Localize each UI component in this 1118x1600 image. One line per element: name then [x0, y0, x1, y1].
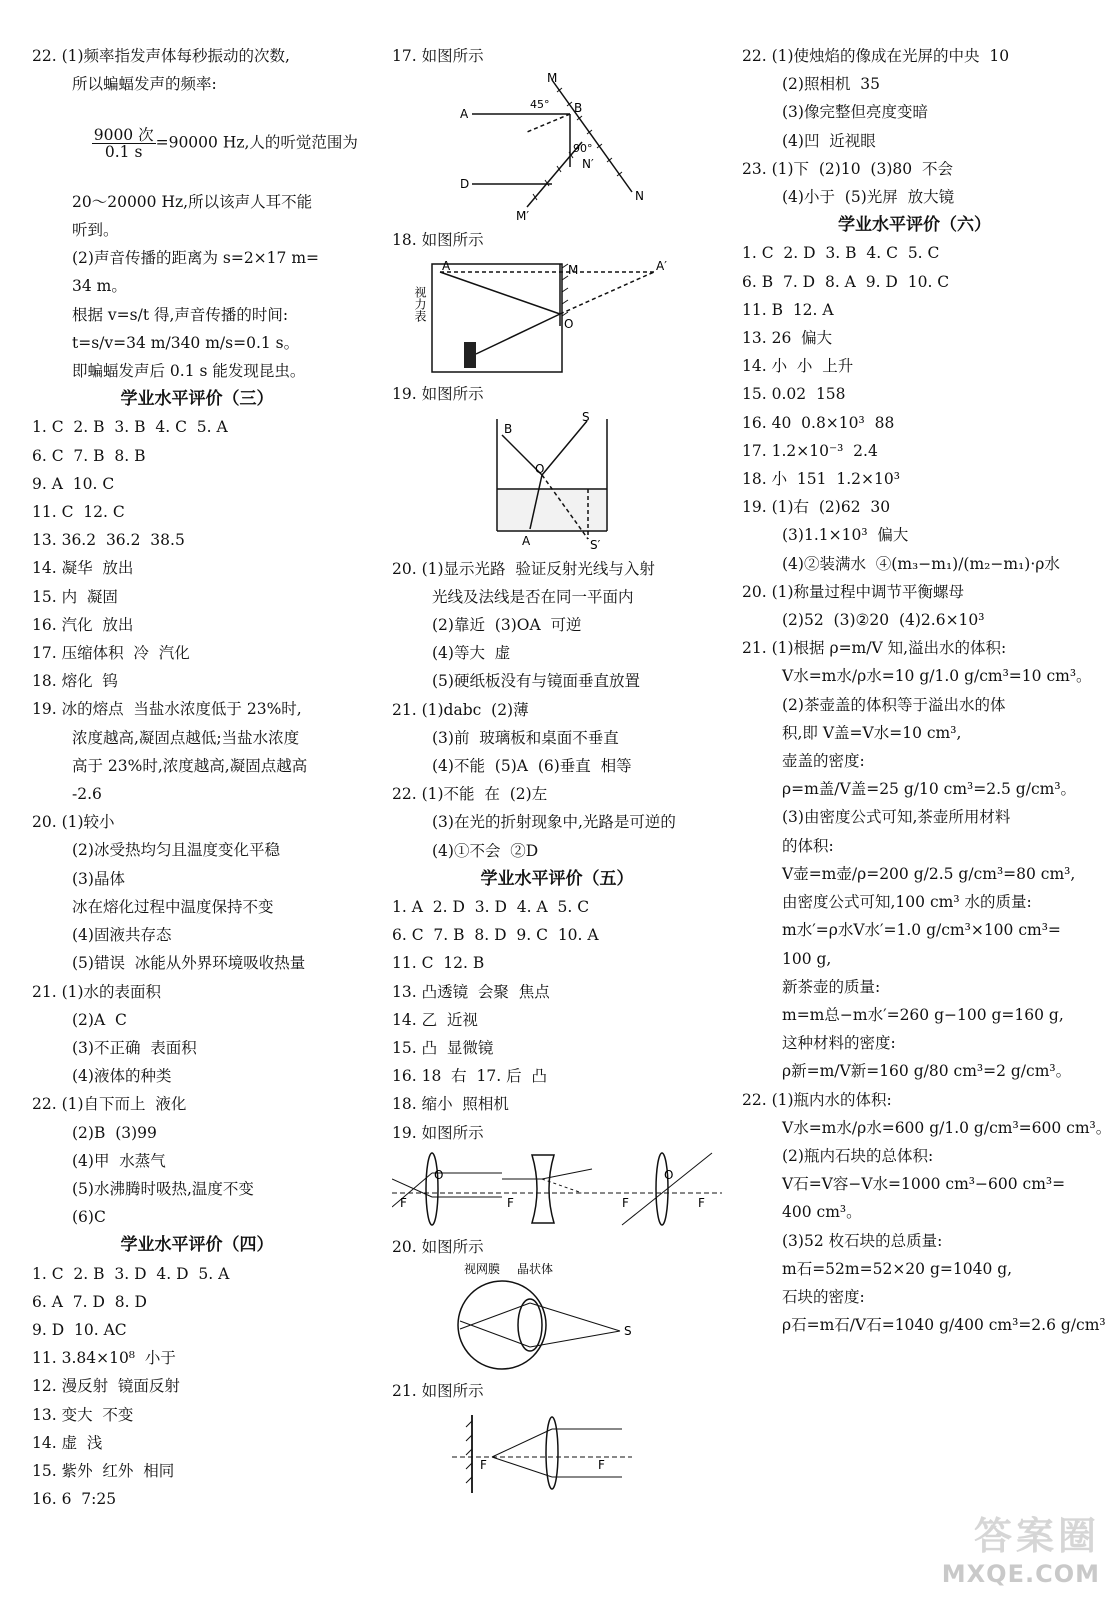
section-title-5: 学业水平评价（五）	[480, 868, 634, 889]
answer-22-continuation	[392, 808, 722, 864]
answer-line: (3)前 玻璃板和桌面不垂直	[432, 728, 619, 747]
label-retina: 视网膜	[464, 1263, 501, 1277]
person-icon	[464, 342, 476, 368]
answer-line: (3)像完整但亮度变暗	[782, 103, 928, 122]
label-45deg: 45°	[530, 98, 550, 112]
figure-5-21-mirror-lens	[392, 1407, 712, 1497]
answer-line: (2)茶壶盖的体积等于溢出水的体	[782, 695, 1006, 714]
answer-line: (4)凹 近视眼	[782, 131, 876, 150]
label-S: S	[624, 1324, 632, 1339]
answer-line: ρ=m盖/V盖=25 g/10 cm³=2.5 g/cm³。	[782, 780, 1077, 799]
answer-line: 13. 36.2 36.2 38.5	[32, 531, 185, 550]
answer-line: 15. 凸 显微镜	[392, 1039, 494, 1058]
answer-21: 21. (1)水的表面积	[32, 982, 162, 1001]
answer-22: 22. (1)自下而上 液化	[32, 1095, 187, 1114]
answer-line: 6. A 7. D 8. D	[32, 1292, 147, 1311]
answer-line: 积,即 V盖=V水=10 cm³,	[782, 723, 962, 742]
fraction: $\frac{\text{9000 次}}{0.1 s}$	[93, 125, 154, 161]
answer-line: (2)瓶内石块的总体积:	[782, 1146, 934, 1165]
answer-19-continuation	[742, 521, 1087, 577]
answer-line: 100 g,	[782, 949, 832, 968]
answer-line: 12. 漫反射 镜面反射	[32, 1377, 180, 1396]
answer-line: 由密度公式可知,100 cm³ 水的质量:	[782, 893, 1032, 912]
answer-line: (3)不正确 表面积	[72, 1038, 197, 1057]
q22-line: 即蝙蝠发声后 0.1 s 能发现昆虫。	[72, 362, 306, 381]
answer-line: m水′=ρ水V水′=1.0 g/cm³×100 cm³=	[782, 921, 1061, 940]
answer-19-continuation	[32, 724, 362, 809]
answer-line: 11. C 12. C	[32, 503, 125, 522]
answer-line: 23. (1)下 (2)10 (3)80 不会	[742, 159, 953, 178]
answer-line: 17. 1.2×10⁻³ 2.4	[742, 441, 878, 460]
label-N-prime: N′	[582, 157, 594, 172]
answer-line: V石=V容−V水=1000 cm³−600 cm³=	[782, 1175, 1066, 1194]
figure-18-eye-chart	[392, 256, 712, 376]
answers-22-23	[742, 42, 1087, 211]
answer-line: (4)小于 (5)光屏 放大镜	[782, 188, 955, 207]
q22-line: 20～20000 Hz,所以该声人耳不能	[72, 192, 313, 211]
answer-line: (3)晶体	[72, 869, 125, 888]
answer-line: 14. 虚 浅	[32, 1433, 103, 1452]
answer-line: (4)甲 水蒸气	[72, 1151, 166, 1170]
answer-line: m=m总−m水′=260 g−100 g=160 g,	[782, 1005, 1064, 1024]
answer-line: (5)错误 冰能从外界环境吸收热量	[72, 954, 306, 973]
answer-20: 20. (1)较小	[32, 813, 115, 832]
section-title-4: 学业水平评价（四）	[120, 1235, 274, 1256]
label-O: O	[564, 317, 574, 332]
column-left	[32, 42, 362, 1513]
answer-line: (2)冰受热均匀且温度变化平稳	[72, 841, 280, 860]
label-N: N	[635, 189, 644, 204]
answer-line: (3)1.1×10³ 偏大	[782, 526, 909, 545]
label-M-prime: M′	[516, 209, 530, 223]
answer-line: 16. 40 0.8×10³ 88	[742, 413, 895, 432]
label-O: O	[535, 461, 545, 476]
answer-line: 16. 汽化 放出	[32, 615, 134, 634]
answer-line: (5)硬纸板没有与镜面垂直放置	[432, 672, 640, 691]
figure-17-reflection	[392, 72, 712, 222]
q18-label: 18. 如图所示	[392, 231, 484, 250]
label-F: F	[400, 1195, 407, 1210]
answer-22-continuation	[32, 1119, 362, 1232]
answer-line: (2)靠近 (3)OA 可逆	[432, 616, 582, 635]
answer-line: 新茶壶的质量:	[782, 977, 881, 996]
label-M: M	[547, 72, 558, 86]
answer-21-continuation	[392, 724, 722, 780]
answer-line: V壶=m壶/ρ=200 g/2.5 g/cm³=80 cm³,	[782, 864, 1076, 883]
answer-21-continuation	[32, 1006, 362, 1091]
answer-22: 22. (1)不能 在 (2)左	[392, 785, 548, 804]
answer-20-continuation	[392, 583, 722, 696]
q22-line: 根据 v=s/t 得,声音传播的时间:	[72, 305, 289, 324]
answer-list-3	[32, 413, 362, 723]
q22-line: (2)声音传播的距离为 s=2×17 m=	[72, 249, 320, 268]
answer-line: 14. 乙 近视	[392, 1010, 478, 1029]
answer-line: (4)等大 虚	[432, 644, 511, 663]
answer-line: 壶盖的密度:	[782, 752, 865, 771]
label-F: F	[507, 1195, 514, 1210]
label-F: F	[622, 1195, 629, 1210]
answer-line: m石=52m=52×20 g=1040 g,	[782, 1259, 1013, 1278]
column-middle	[392, 42, 722, 1501]
answer-line: 冰在熔化过程中温度保持不变	[72, 897, 274, 916]
answer-list-4	[32, 1260, 362, 1514]
answer-line: 6. B 7. D 8. A 9. D 10. C	[742, 272, 950, 291]
answer-line: 19. 如图所示	[392, 1123, 484, 1142]
answer-20-continuation	[32, 836, 362, 977]
answer-list-5	[392, 893, 722, 1147]
answer-line: (2)B (3)99	[72, 1123, 157, 1142]
answer-line: 22. (1)使烛焰的像成在光屏的中央 10	[742, 47, 1010, 65]
figure-5-19-lenses	[392, 1149, 722, 1229]
answer-line: V水=m水/ρ水=600 g/1.0 g/cm³=600 cm³。	[782, 1118, 1112, 1137]
answer-line: 14. 凝华 放出	[32, 559, 134, 578]
answer-22-continuation	[742, 1114, 1112, 1340]
answer-line: (4)①不会 ②D	[432, 841, 539, 860]
answer-line: V水=m水/ρ水=10 g/1.0 g/cm³=10 cm³。	[782, 667, 1092, 686]
watermark-logo: 答案圈 MXQE.COM	[941, 1514, 1100, 1588]
answer-line: 19. (1)右 (2)62 30	[742, 498, 891, 517]
answer-line: 13. 变大 不变	[32, 1405, 134, 1424]
answer-line: 11. 3.84×10⁸ 小于	[32, 1349, 176, 1368]
answer-line: 13. 凸透镜 会聚 焦点	[392, 982, 550, 1001]
label-D: D	[460, 177, 470, 192]
answer-line: 17. 压缩体积 冷 汽化	[32, 644, 190, 663]
section-title-6: 学业水平评价（六）	[838, 215, 991, 236]
answer-line: 11. B 12. A	[742, 300, 834, 319]
answer-20-continuation	[742, 606, 1087, 634]
q20b-label: 20. 如图所示	[392, 1237, 484, 1256]
answer-line: 1. A 2. D 3. D 4. A 5. C	[392, 898, 590, 917]
answer-22: 22. (1)瓶内水的体积:	[742, 1090, 892, 1109]
answer-line: -2.6	[72, 785, 102, 804]
label-90deg: 90°	[573, 142, 593, 156]
label-B: B	[504, 421, 513, 436]
section-title-3: 学业水平评价（三）	[120, 389, 274, 410]
answer-line: (4)②装满水 ④(m₃−m₁)/(m₂−m₁)·ρ水	[782, 554, 1060, 573]
figure-5-20-eye	[392, 1263, 712, 1373]
answer-line: 6. C 7. B 8. D 9. C 10. A	[392, 926, 599, 945]
answer-line: (4)液体的种类	[72, 1067, 172, 1086]
label-A-prime: A′	[656, 259, 667, 274]
answer-list-6	[742, 239, 1087, 521]
column-right	[742, 42, 1112, 1339]
answer-line: ρ新=m/V新=160 g/80 cm³=2 g/cm³。	[782, 1062, 1072, 1081]
answer-line: ρ石=m石/V石=1040 g/400 cm³=2.6 g/cm³	[782, 1316, 1106, 1335]
label-B: B	[574, 101, 583, 116]
q17-label: 17. 如图所示	[392, 47, 484, 65]
answer-line: 15. 内 凝固	[32, 587, 118, 606]
q22-line: 34 m。	[72, 277, 127, 296]
label-O: O	[434, 1167, 444, 1182]
label-M: M	[568, 263, 579, 278]
answer-21: 21. (1)根据 ρ=m/V 知,溢出水的体积:	[742, 639, 1007, 658]
answer-line: 高于 23%时,浓度越高,凝固点越高	[72, 756, 308, 775]
label-S-prime: S′	[590, 537, 601, 551]
answer-21-continuation	[742, 662, 1092, 1085]
label-S: S	[582, 410, 590, 424]
answer-line: 浓度越高,凝固点越低;当盐水浓度	[72, 728, 300, 747]
answer-line: (3)由密度公式可知,茶壶所用材料	[782, 808, 1011, 827]
answer-line: 石块的密度:	[782, 1287, 865, 1306]
label-lens: 晶状体	[517, 1263, 554, 1277]
label-F: F	[598, 1458, 605, 1473]
answer-line: (4)固液共存态	[72, 926, 172, 945]
answer-line: 9. A 10. C	[32, 474, 115, 493]
answer-line: 400 cm³。	[782, 1203, 862, 1222]
q22-line: t=s/v=34 m/340 m/s=0.1 s。	[72, 333, 300, 352]
answer-20: 20. (1)称量过程中调节平衡螺母	[742, 582, 965, 601]
label-A: A	[442, 259, 451, 274]
q22-title: 22. (1)频率指发声体每秒振动的次数,	[32, 47, 290, 65]
answer-line: 光线及法线是否在同一平面内	[432, 587, 634, 606]
q22-line: 听到。	[72, 221, 119, 240]
answer-line: (3)在光的折射现象中,光路是可逆的	[432, 813, 676, 832]
answer-line: 15. 紫外 红外 相同	[32, 1461, 175, 1480]
answer-line: (5)水沸腾时吸热,温度不变	[72, 1179, 254, 1198]
label-A: A	[522, 533, 531, 548]
answer-line: 11. C 12. B	[392, 954, 485, 973]
label-F: F	[480, 1458, 487, 1473]
label-eye-chart: 视力表	[413, 286, 427, 323]
answer-line: 6. C 7. B 8. B	[32, 446, 146, 465]
q21b-label: 21. 如图所示	[392, 1382, 484, 1401]
answer-line: (6)C	[72, 1208, 106, 1227]
answer-line: 13. 26 偏大	[742, 329, 833, 348]
answer-line: (3)52 枚石块的总质量:	[782, 1231, 943, 1250]
answer-20: 20. (1)显示光路 验证反射光线与入射	[392, 559, 655, 578]
label-F: F	[698, 1195, 705, 1210]
answer-line: 9. D 10. AC	[32, 1320, 127, 1339]
answer-line: 16. 6 7:25	[32, 1490, 117, 1509]
answer-line: 1. C 2. D 3. B 4. C 5. C	[742, 244, 940, 263]
answer-line: 1. C 2. B 3. D 4. D 5. A	[32, 1264, 230, 1283]
answer-line: 16. 18 右 17. 后 凸	[392, 1067, 547, 1086]
answer-line: 的体积:	[782, 836, 834, 855]
answer-line: 这种材料的密度:	[782, 1034, 896, 1053]
figure-19-refraction	[392, 411, 712, 551]
answer-line: (2)52 (3)②20 (4)2.6×10³	[782, 611, 985, 630]
q22-line: 所以蝙蝠发声的频率:	[72, 75, 217, 94]
q19-label: 19. 如图所示	[392, 385, 484, 404]
label-A: A	[460, 107, 469, 122]
answer-line: 14. 小 小 上升	[742, 357, 854, 376]
q22-frequency-formula: $\frac{\text{9000 次}}{0.1 s}$ =90000 Hz,人的听觉范围为	[93, 125, 358, 161]
answer-line: 15. 0.02 158	[742, 385, 846, 404]
answer-line: 18. 缩小 照相机	[392, 1095, 509, 1114]
answer-line: 18. 熔化 钨	[32, 672, 118, 691]
answer-line: 18. 小 151 1.2×10³	[742, 470, 900, 489]
answer-line: (2)照相机 35	[782, 75, 881, 94]
answer-line: 19. 冰的熔点 当盐水浓度低于 23%时,	[32, 700, 302, 719]
answer-line: (2)A C	[72, 1010, 127, 1029]
answer-21: 21. (1)dabc (2)薄	[392, 700, 529, 719]
label-O: O	[664, 1167, 674, 1182]
answer-line: 1. C 2. B 3. B 4. C 5. A	[32, 418, 228, 437]
answer-line: (4)不能 (5)A (6)垂直 相等	[432, 757, 632, 776]
